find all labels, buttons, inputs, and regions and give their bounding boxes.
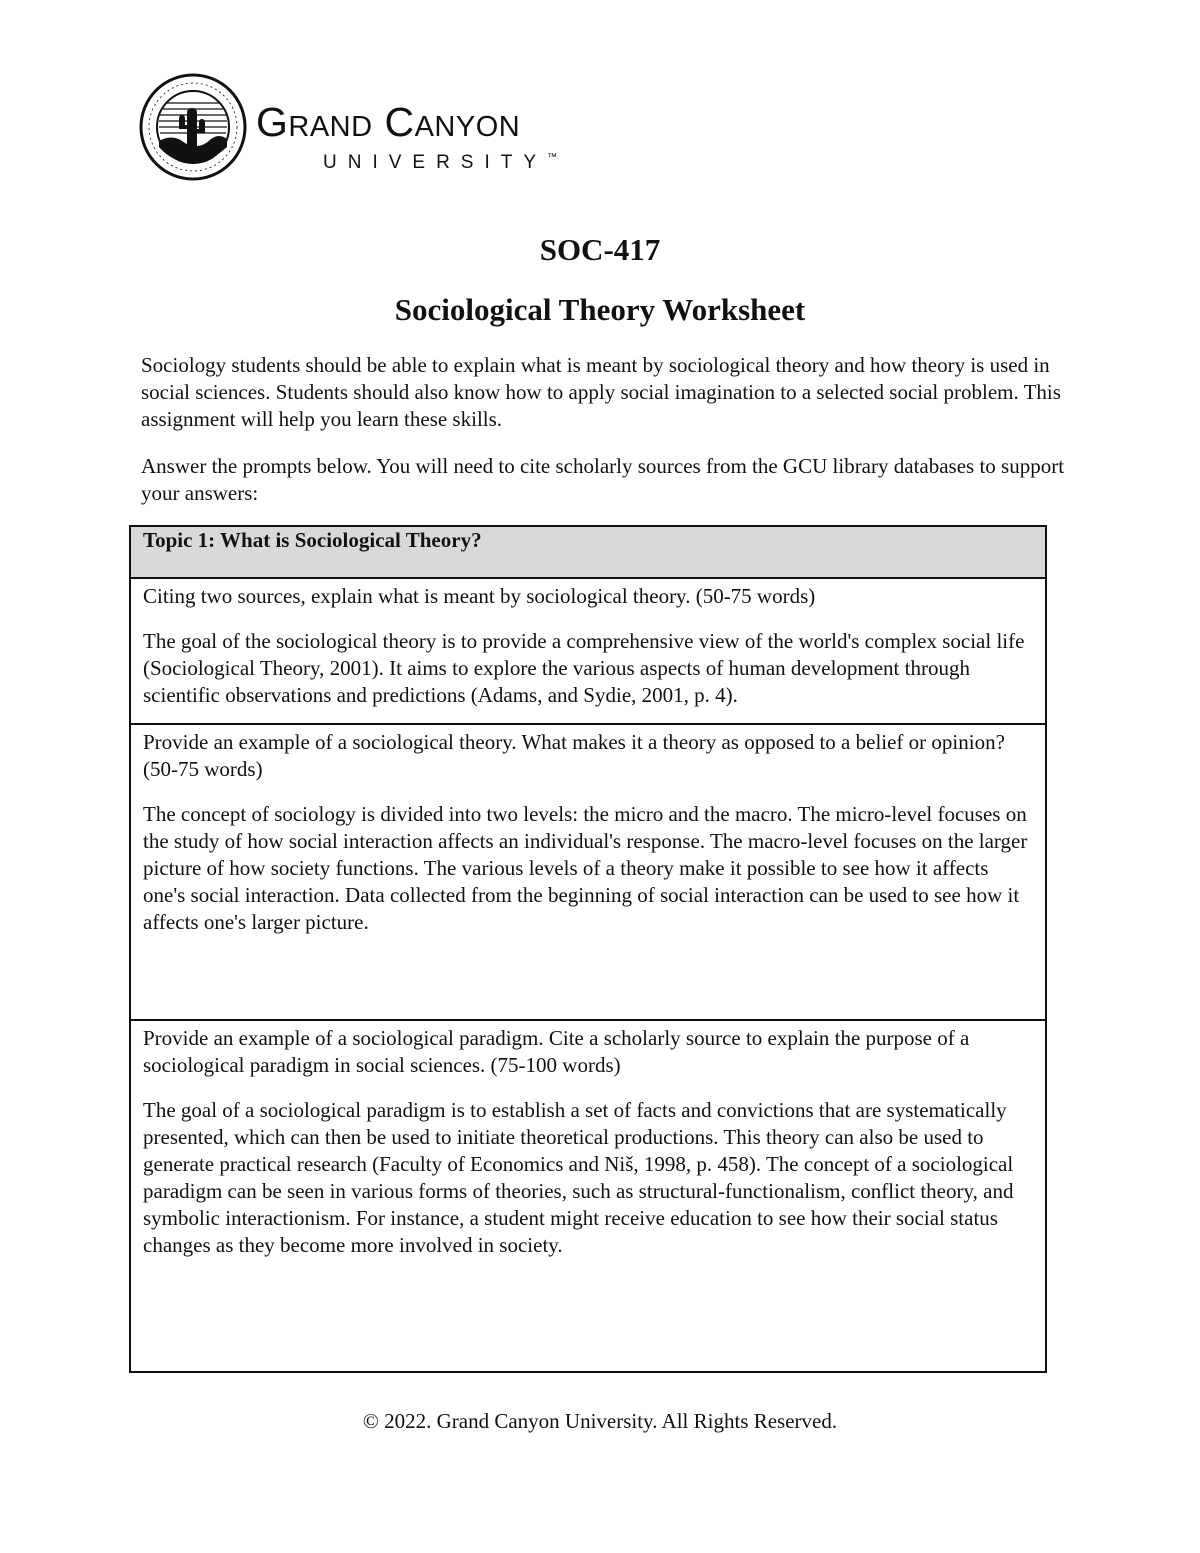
- answer-text: The goal of a sociological paradigm is to establish a set of facts and convictions that are systematically presented, which can then be used to initiate theoretical productions. This theory can also be used to generate practical research (Faculty of Economics and Niš, 1998, p. 458). The concept of a sociological paradigm can be seen in various forms of theories, such as structural-functionalism, conflict theory, and symbolic interactionism. For instance, a student might receive education to see how their social status changes as they become more involved in society.: [143, 1098, 1014, 1257]
- question-prompt: Provide an example of a sociological theory. What makes it a theory as opposed to a belief or opinion? (50-75 words): [143, 730, 1005, 781]
- table-cell[interactable]: [130, 1020, 1046, 1372]
- university-logo: [139, 73, 619, 185]
- instructions-paragraph: Answer the prompts below. You will need to cite scholarly sources from the GCU library databases to support your answers:: [141, 454, 1065, 505]
- trademark-symbol: ™: [547, 152, 558, 163]
- university-wordmark-sub-text: UNIVERSITY: [323, 152, 548, 173]
- worksheet-table: [129, 525, 1047, 1373]
- document-title: Sociological Theory Worksheet: [394, 292, 806, 327]
- university-seal-icon: [139, 73, 247, 181]
- topic-heading: Topic 1: What is Sociological Theory?: [130, 526, 1046, 578]
- table-cell[interactable]: [130, 578, 1046, 724]
- table-row: [130, 1020, 1046, 1372]
- answer-text: The concept of sociology is divided into two levels: the micro and the macro. The micro-level focuses on the study of how social interaction affects an individual's response. The macro-level focuses on the larger picture of how society functions. The various levels of a theory make it possible to see how it affects one's social interaction. Data collected from the beginning of social interaction can be used to see how it affects one's larger picture.: [143, 802, 1028, 934]
- university-wordmark-sub: [323, 152, 557, 174]
- table-header-row: [130, 526, 1046, 578]
- question-prompt: Citing two sources, explain what is meant by sociological theory. (50-75 words): [143, 584, 816, 608]
- university-wordmark: Grand Canyon: [256, 99, 521, 145]
- intro-paragraph: Sociology students should be able to explain what is meant by sociological theory and how theory is used in social sciences. Students should also know how to apply social imagination to a selected social problem. This assignment will help you learn these skills.: [141, 353, 1061, 431]
- copyright-footer: © 2022. Grand Canyon University. All Rights Reserved.: [362, 1409, 838, 1433]
- table-row: [130, 578, 1046, 724]
- course-code: SOC-417: [539, 232, 661, 267]
- answer-text: The goal of the sociological theory is to provide a comprehensive view of the world's complex social life (Sociological Theory, 2001). It aims to explore the various aspects of human development through scientific observations and predictions (Adams, and Sydie, 2001, p. 4).: [143, 629, 1025, 707]
- table-cell[interactable]: [130, 724, 1046, 1020]
- table-row: [130, 724, 1046, 1020]
- question-prompt: Provide an example of a sociological paradigm. Cite a scholarly source to explain the purpose of a sociological paradigm in social sciences. (75-100 words): [143, 1026, 970, 1077]
